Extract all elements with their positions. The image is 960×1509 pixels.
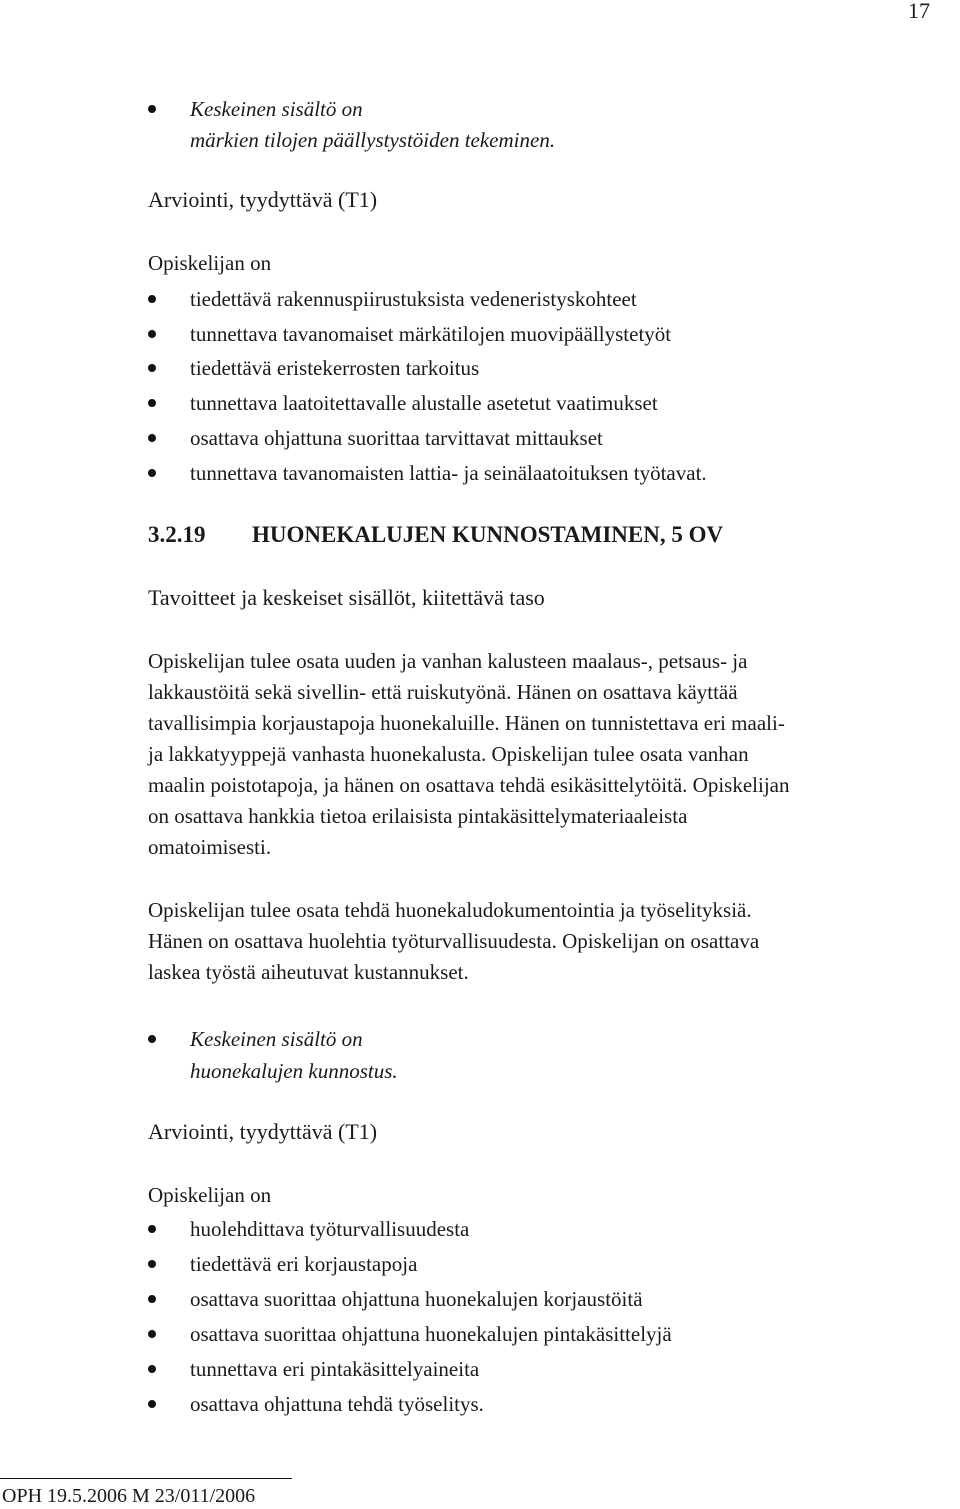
list-item-text: osattava ohjattuna tehdä työselitys. — [190, 1392, 484, 1416]
list-item-text: tunnettava tavanomaiset märkätilojen muovipäällystetyöt — [190, 322, 672, 346]
bullet-icon — [148, 1400, 156, 1408]
paragraph-line: on osattava hankkia tietoa erilaisista pintakäsittelymateriaaleista — [148, 804, 688, 828]
bullet-icon — [148, 105, 156, 113]
bullet-icon — [148, 364, 156, 372]
paragraph-line: Opiskelijan tulee osata tehdä huonekaludokumentointia ja työselityksiä. — [148, 898, 752, 922]
section-number: 3.2.19 — [148, 522, 206, 547]
list-item-text: tunnettava eri pintakäsittelyaineita — [190, 1357, 480, 1381]
bullet-icon — [148, 1260, 156, 1268]
bullet-icon — [148, 1295, 156, 1303]
list-item-text: tiedettävä eri korjaustapoja — [190, 1252, 418, 1276]
list-item-text: tunnettava laatoitettavalle alustalle asetetut vaatimukset — [190, 391, 658, 415]
list-item-text: osattava suorittaa ohjattuna huonekalujen pintakäsittelyjä — [190, 1322, 672, 1346]
page-number: 17 — [908, 0, 930, 23]
list-item-text: tiedettävä eristekerrosten tarkoitus — [190, 356, 480, 380]
bullet-icon — [148, 399, 156, 407]
assessment-heading-2: Arviointi, tyydyttävä (T1) — [148, 1119, 378, 1144]
assessment-heading-1: Arviointi, tyydyttävä (T1) — [148, 187, 378, 212]
section-paragraph-2 — [148, 895, 908, 988]
section-title: HUONEKALUJEN KUNNOSTAMINEN, 5 OV — [252, 522, 724, 547]
section-subheading: Tavoitteet ja keskeiset sisällöt, kiitettävä taso — [148, 585, 545, 610]
paragraph-line: tavallisimpia korjaustapoja huonekaluille. Hänen on tunnistettava eri maali- — [148, 711, 785, 735]
paragraph-line: laskea työstä aiheutuvat kustannukset. — [148, 960, 469, 984]
list-item-text: osattava suorittaa ohjattuna huonekalujen korjaustöitä — [190, 1287, 643, 1311]
paragraph-line: Opiskelijan tulee osata uuden ja vanhan kalusteen maalaus-, petsaus- ja — [148, 649, 748, 673]
bullet-icon — [148, 1365, 156, 1373]
paragraph-line: Hänen on osattava huolehtia työturvallisuudesta. Opiskelijan on osattava — [148, 929, 760, 953]
assessment-intro-1: Opiskelijan on — [148, 251, 272, 275]
footer-reference: OPH 19.5.2006 M 23/011/2006 — [2, 1485, 256, 1507]
paragraph-line: omatoimisesti. — [148, 835, 272, 859]
list-item-text: osattava ohjattuna suorittaa tarvittavat mittaukset — [190, 426, 603, 450]
bullet-icon — [148, 1225, 156, 1233]
bullet-icon — [148, 330, 156, 338]
paragraph-line: lakkaustöitä sekä sivellin- että ruiskutyönä. Hänen on osattava käyttää — [148, 680, 738, 704]
key-content-value: huonekalujen kunnostus. — [190, 1059, 398, 1083]
list-item-text: huolehdittava työturvallisuudesta — [190, 1217, 470, 1241]
list-item-text: tunnettava tavanomaisten lattia- ja seinälaatoituksen työtavat. — [190, 461, 707, 485]
bullet-icon — [148, 434, 156, 442]
bullet-icon — [148, 469, 156, 477]
bullet-icon — [148, 295, 156, 303]
key-content-label: Keskeinen sisältö on — [190, 97, 363, 121]
key-content-label: Keskeinen sisältö on — [190, 1027, 363, 1051]
paragraph-line: ja lakkatyyppejä vanhasta huonekalusta. Opiskelijan tulee osata vanhan — [148, 742, 749, 766]
bullet-icon — [148, 1330, 156, 1338]
assessment-intro-2: Opiskelijan on — [148, 1183, 272, 1207]
section-paragraph-1 — [148, 646, 908, 863]
list-item-text: tiedettävä rakennuspiirustuksista vedeneristyskohteet — [190, 287, 637, 311]
footer-divider — [0, 1478, 292, 1479]
bullet-icon — [148, 1035, 156, 1043]
section-heading — [148, 521, 723, 549]
key-content-value: märkien tilojen päällystystöiden tekeminen. — [190, 128, 556, 152]
paragraph-line: maalin poistotapoja, ja hänen on osattava tehdä esikäsittelytöitä. Opiskelijan — [148, 773, 790, 797]
